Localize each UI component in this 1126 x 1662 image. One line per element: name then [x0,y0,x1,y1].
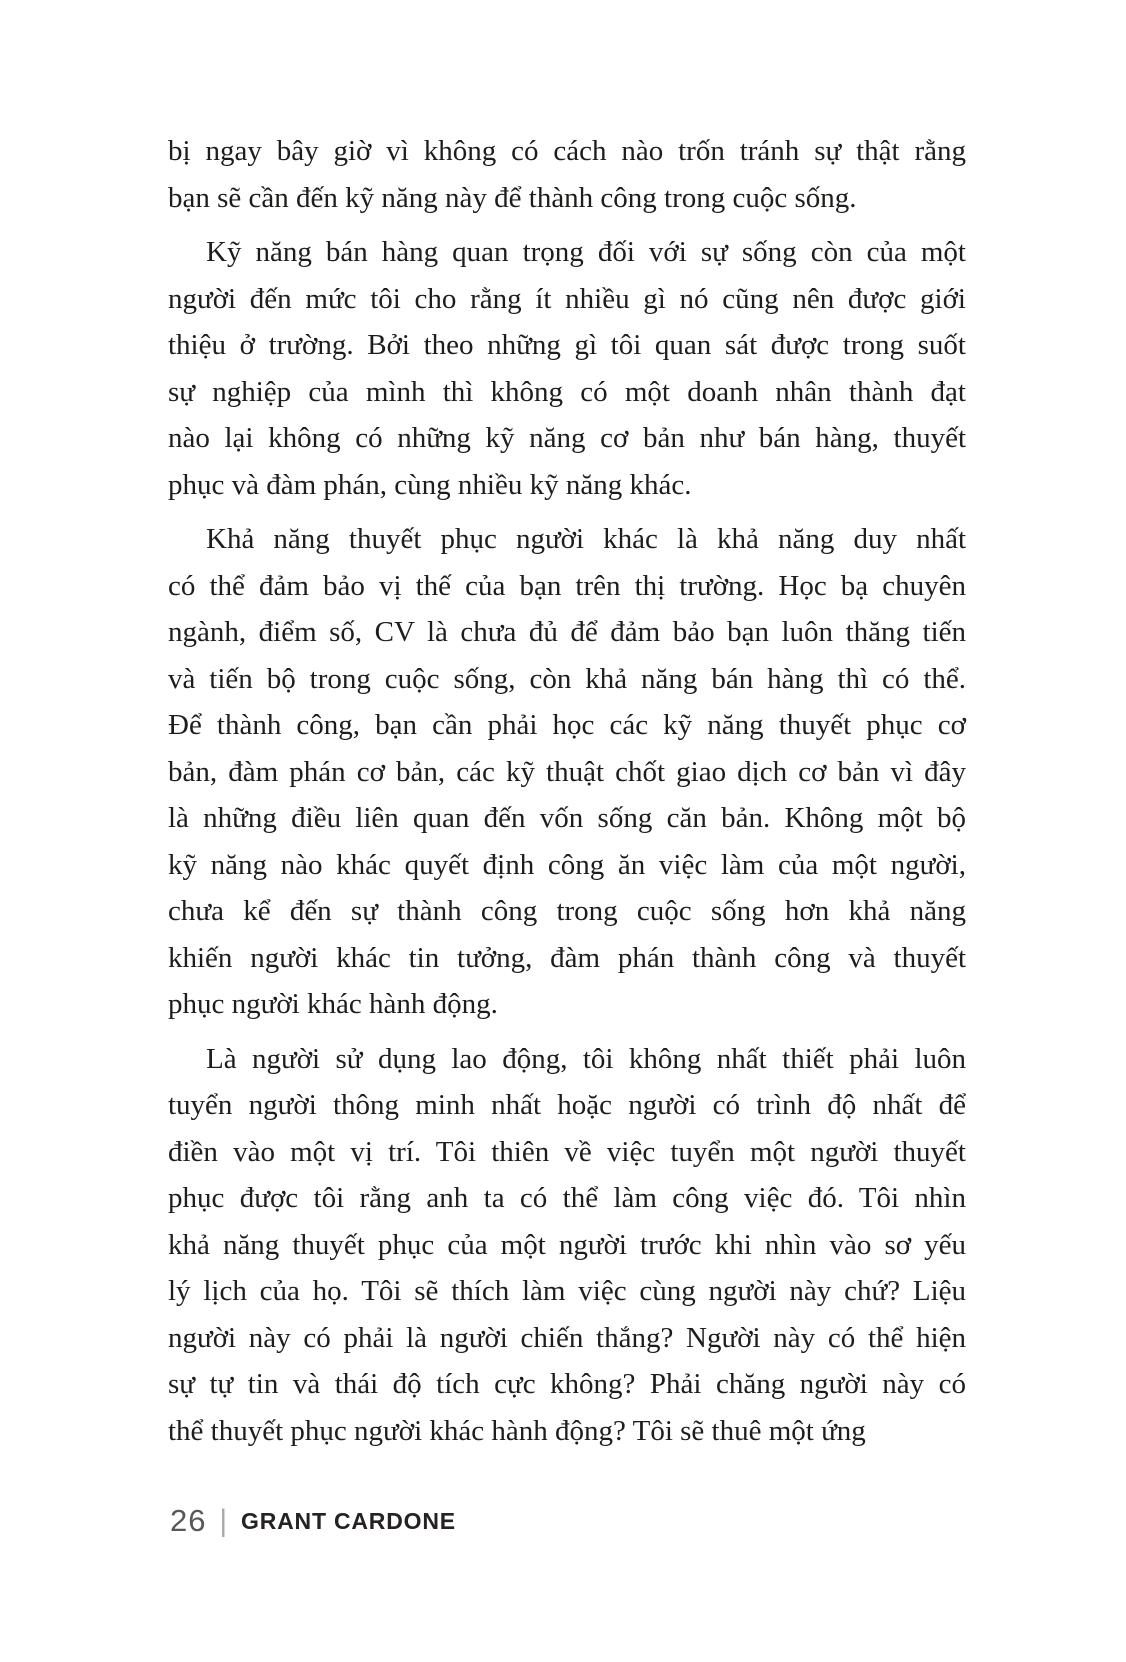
text-line: điền vào một vị trí. Tôi thiên về việc tuyển một người thuyết [168,1135,966,1168]
text-line: thể thuyết phục người khác hành động? Tôi sẽ thuê một ứng [168,1414,866,1447]
text-line: phục được tôi rằng anh ta có thể làm công việc đó. Tôi nhìn [168,1182,966,1214]
body-paragraph [168,229,966,508]
text-line: người này có phải là người chiến thắng? Người này có thể hiện [168,1321,966,1354]
text-line: có thể đảm bảo vị thế của bạn trên thị trường. Học bạ chuyên [168,569,966,602]
body-paragraph [168,128,966,221]
text-line: ngành, điểm số, CV là chưa đủ để đảm bảo bạn luôn thăng tiến [168,616,966,648]
page-number: 26 [170,1503,207,1538]
text-line: phục người khác hành động. [168,988,498,1020]
text-line: sự nghiệp của mình thì không có một doanh nhân thành đạt [168,375,966,408]
text-line: khiến người khác tin tưởng, đàm phán thành công và thuyết [168,941,966,974]
text-line: lý lịch của họ. Tôi sẽ thích làm việc cùng người này chứ? Liệu [168,1275,966,1307]
text-line: và tiến bộ trong cuộc sống, còn khả năng bán hàng thì có thể. [168,662,966,695]
text-line: Để thành công, bạn cần phải học các kỹ năng thuyết phục cơ [168,709,966,741]
text-line: nào lại không có những kỹ năng cơ bản như bán hàng, thuyết [168,422,966,454]
body-paragraph [168,516,966,1028]
text-line: bản, đàm phán cơ bản, các kỹ thuật chốt giao dịch cơ bản vì đây [168,755,966,788]
text-line: sự tự tin và thái độ tích cực không? Phải chăng người này có [168,1368,966,1400]
text-line: người đến mức tôi cho rằng ít nhiều gì nó cũng nên được giới [168,282,966,315]
text-line: bạn sẽ cần đến kỹ năng này để thành công trong cuộc sống. [168,181,857,214]
text-line: bị ngay bây giờ vì không có cách nào trốn tránh sự thật rằng [168,135,966,167]
text-line: chưa kể đến sự thành công trong cuộc sống hơn khả năng [168,895,966,927]
text-line: Khả năng thuyết phục người khác là khả năng duy nhất [206,523,966,555]
text-line: phục và đàm phán, cùng nhiều kỹ năng khác. [168,468,692,501]
body-paragraph [168,1036,966,1455]
text-line: Là người sử dụng lao động, tôi không nhất thiết phải luôn [206,1042,966,1075]
body-text [168,128,966,1462]
text-line: khả năng thuyết phục của một người trước khi nhìn vào sơ yếu [168,1228,966,1261]
page-footer [170,1501,456,1541]
text-line: tuyển người thông minh nhất hoặc người có trình độ nhất để [168,1089,966,1121]
text-line: Kỹ năng bán hàng quan trọng đối với sự sống còn của một [206,236,966,268]
running-footer-author: GRANT CARDONE [241,1507,456,1534]
text-line: là những điều liên quan đến vốn sống căn bản. Không một bộ [168,802,966,834]
footer-divider: | [219,1503,228,1538]
text-line: kỹ năng nào khác quyết định công ăn việc làm của một người, [168,848,966,881]
text-line: thiệu ở trường. Bởi theo những gì tôi quan sát được trong suốt [168,329,966,361]
